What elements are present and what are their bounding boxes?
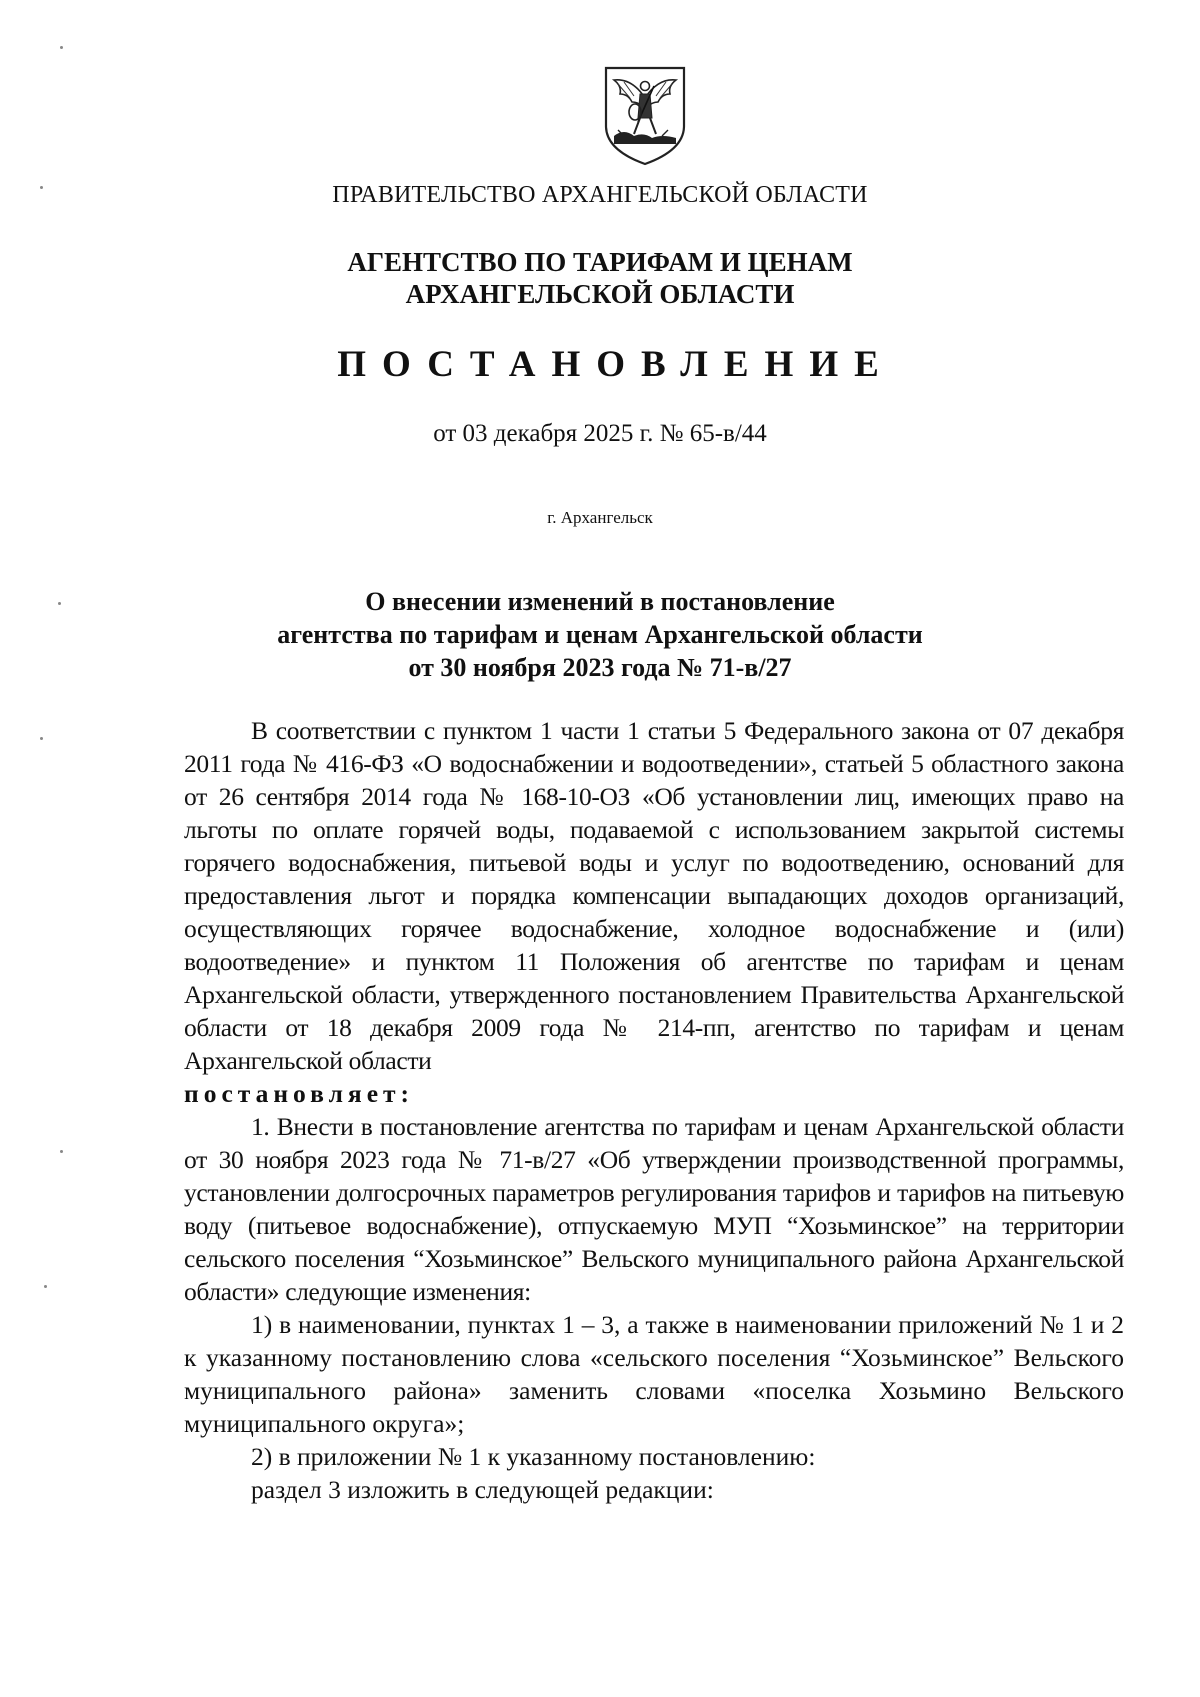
subitem-2-text: раздел 3 изложить в следующей редакции: xyxy=(251,1475,714,1504)
resolves-word: постановляет: xyxy=(184,1079,415,1108)
scan-speck xyxy=(40,737,43,740)
coat-of-arms-emblem-icon xyxy=(602,64,688,168)
scan-speck xyxy=(60,46,63,49)
scan-speck xyxy=(44,1285,47,1288)
agency-name xyxy=(0,246,1200,310)
scan-speck xyxy=(40,186,43,189)
scan-speck xyxy=(58,602,61,605)
agency-name-line-2: АРХАНГЕЛЬСКОЙ ОБЛАСТИ xyxy=(405,279,795,309)
subitem-2-paragraph: 2) в приложении № 1 к указанному постановлению: xyxy=(251,1442,816,1471)
document-city: г. Архангельск xyxy=(547,508,653,527)
government-name: ПРАВИТЕЛЬСТВО АРХАНГЕЛЬСКОЙ ОБЛАСТИ xyxy=(332,182,868,208)
document-title-line-1: О внесении изменений в постановление xyxy=(365,587,835,616)
preamble-paragraph: В соответствии с пунктом 1 части 1 статьи 5 Федерального закона от 07 декабря 2011 года № 416-ФЗ «О водоснабжении и водоотведении», статьей 5 областного закона от 26 сентября 2014 года № 168-10-ОЗ «Об установлении лиц, имеющих право на льготы по оплате горячей воды, подаваемой с использованием закрытой системы горячего водоснабжения, питьевой воды и услуг по водоотведению, оснований для предоставления льгот и порядка компенсации выпадающих доходов организаций, осуществляющих горячее водоснабжение, холодное водоснабжение и (или) водоотведение» и пунктом 11 Положения об агентстве по тарифам и ценам Архангельской области, утвержденного постановлением Правительства Архангельской области от 18 декабря 2009 года № 214-пп, агентство по тарифам и ценам Архангельской области xyxy=(184,716,1124,1075)
document-title-line-2: агентства по тарифам и ценам Архангельской области xyxy=(277,620,923,649)
document-title xyxy=(0,585,1200,684)
document-title-line-3: от 30 ноября 2023 года № 71-в/27 xyxy=(408,653,792,682)
document-date-number: от 03 декабря 2025 г. № 65-в/44 xyxy=(433,420,767,447)
scan-speck xyxy=(60,1150,63,1153)
document-type: ПОСТАНОВЛЕНИЕ xyxy=(337,344,895,385)
item-1-paragraph: 1. Внести в постановление агентства по тарифам и ценам Архангельской области от 30 ноября 2023 года № 71-в/27 «Об утверждении производственной программы, установлении долгосрочных параметров регулирования тарифов и тарифов на питьевую воду (питьевое водоснабжение), отпускаемую МУП “Хозьминское” на территории сельского поселения “Хозьминское” Вельского муниципального района Архангельской области» следующие изменения: xyxy=(184,1112,1124,1306)
agency-name-line-1: АГЕНТСТВО ПО ТАРИФАМ И ЦЕНАМ xyxy=(347,247,853,277)
subitem-1-paragraph: 1) в наименовании, пунктах 1 – 3, а также в наименовании приложений № 1 и 2 к указанному постановлению слова «сельского поселения “Хозьминское” Вельского муниципального района» заменить словами «поселка Хозьмино Вельского муниципального округа»; xyxy=(184,1310,1124,1438)
document-body xyxy=(184,714,1124,1506)
